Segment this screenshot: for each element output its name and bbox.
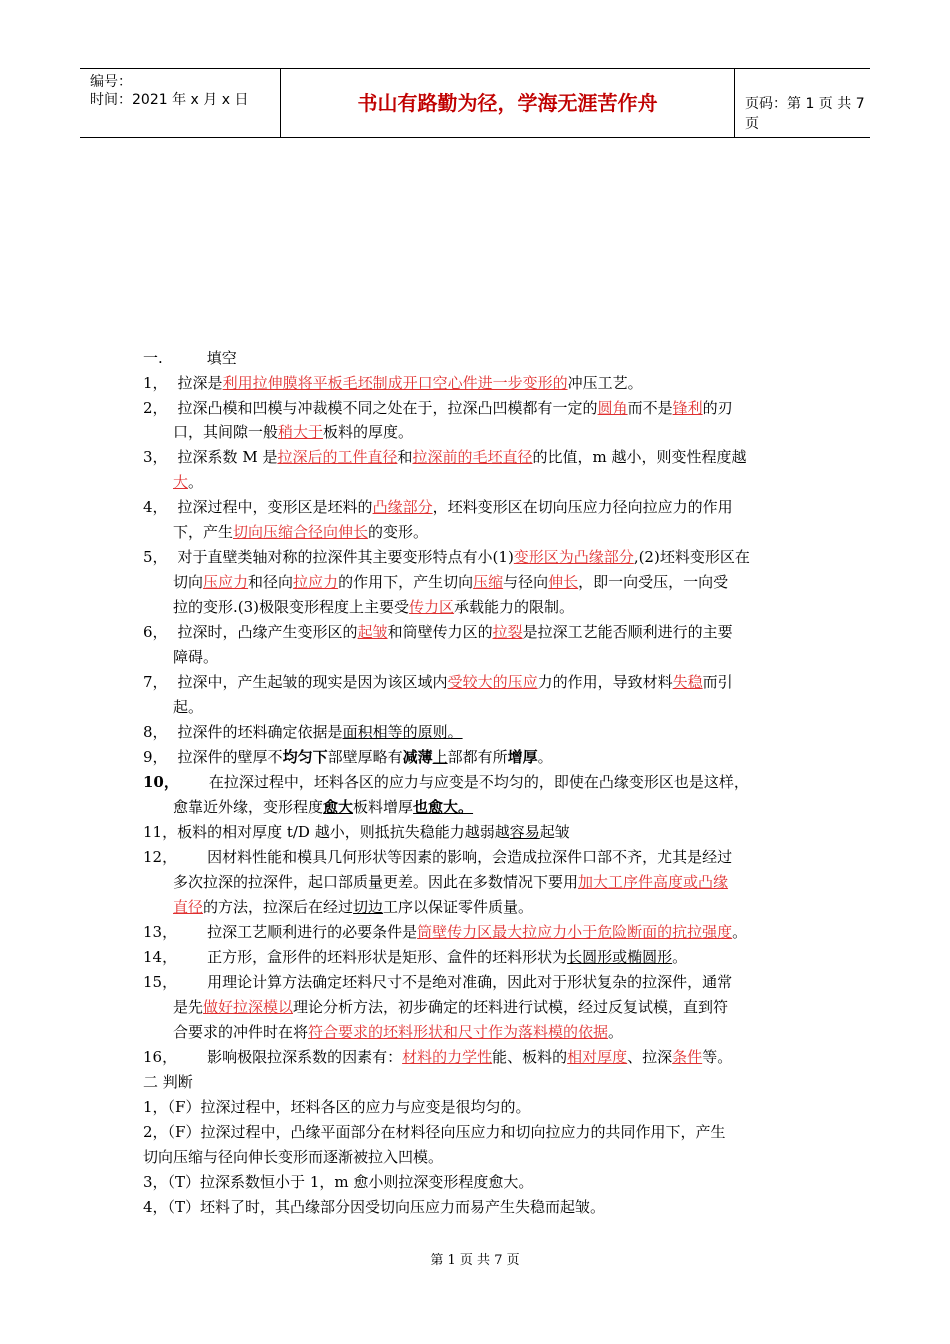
section-title-judge: 二 判断 <box>143 1073 193 1091</box>
page-footer: 第 1 页 共 7 页 <box>430 1253 520 1268</box>
item-9: 9， 拉深件的壁厚不均匀下部壁厚略有减薄上部都有所增厚。 <box>143 748 553 766</box>
item-3-cont: 大。 <box>173 473 204 491</box>
judge-1: 1，（F）拉深过程中，坯料各区的应力与应变是很均匀的。 <box>143 1098 531 1116</box>
item-7-cont: 起。 <box>173 698 204 716</box>
item-2-cont: 口，其间隙一般稍大于板料的厚度。 <box>173 423 414 441</box>
judge-4: 4，（T）坯料了时，其凸缘部分因受切向压应力而易产生失稳而起皱。 <box>143 1198 606 1216</box>
item-10: 10， 在拉深过程中，坯料各区的应力与应变是不均匀的，即使在凸缘变形区也是这样， <box>143 773 749 791</box>
item-3: 3， 拉深系数 M 是拉深后的工件直径和拉深前的毛坯直径的比值，m 越小，则变性程度越 <box>143 448 747 466</box>
item-15-cont2: 合要求的冲件时在将符合要求的坯料形状和尺寸作为落料模的依据。 <box>173 1023 624 1041</box>
item-15-cont1: 是先做好拉深模以理论分析方法，初步确定的坯料进行试模，经过反复试模，直到符 <box>173 998 729 1016</box>
judge-3: 3，（T）拉深系数恒小于 1，m 愈小则拉深变形程度愈大。 <box>143 1173 534 1191</box>
item-10-cont: 愈靠近外缘，变形程度愈大板料增厚也愈大。 <box>173 798 474 816</box>
header-motto-cell <box>281 69 735 137</box>
item-1: 1， 拉深是利用拉伸膜将平板毛坯制成开口空心件进一步变形的冲压工艺。 <box>143 374 643 392</box>
header-left-cell <box>80 69 281 137</box>
header-page-cell <box>735 69 870 137</box>
item-2: 2， 拉深凸模和凹模与冲裁模不同之处在于，拉深凸凹模都有一定的圆角而不是锋利的刃 <box>143 399 733 417</box>
page-header <box>80 68 870 138</box>
item-15: 15， 用理论计算方法确定坯料尺寸不是绝对准确，因此对于形状复杂的拉深件，通常 <box>143 973 733 991</box>
item-12-cont2: 直径的方法，拉深后在经过切边工序以保证零件质量。 <box>173 898 534 916</box>
item-16: 16， 影响极限拉深系数的因素有：材料的力学性能、板料的相对厚度、拉深条件等。 <box>143 1048 733 1066</box>
item-11: 11，板料的相对厚度 t/D 越小，则抵抗失稳能力越弱越容易起皱 <box>143 823 570 841</box>
item-4: 4， 拉深过程中，变形区是坯料的凸缘部分，坯料变形区在切向压应力径向拉应力的作用 <box>143 498 733 516</box>
judge-2: 2，（F）拉深过程中，凸缘平面部分在材料径向压应力和切向拉应力的共同作用下，产生 <box>143 1123 726 1141</box>
judge-2-cont: 切向压缩与径向伸长变形而逐渐被拉入凹模。 <box>143 1148 444 1166</box>
item-4-cont: 下，产生切向压缩合径向伸长的变形。 <box>173 523 429 541</box>
item-12-cont1: 多次拉深的拉深件，起口部质量更差。因此在多数情况下要用加大工序件高度或凸缘 <box>173 873 729 891</box>
item-14: 14， 正方形，盒形件的坯料形状是矩形、盒件的坯料形状为长圆形或椭圆形。 <box>143 948 688 966</box>
item-5-cont1: 切向压应力和径向拉应力的作用下，产生切向压缩与径向伸长，即一向受压，一向受 <box>173 573 729 591</box>
header-page-code: 页码：第 1 页 共 7 页 <box>745 96 865 132</box>
item-6-cont: 障碍。 <box>173 648 219 666</box>
doc-number-label: 编号： <box>90 74 132 90</box>
item-12: 12， 因材料性能和模具几何形状等因素的影响，会造成拉深件口部不齐，尤其是经过 <box>143 848 733 866</box>
section-title-fill: 一. 填空 <box>143 349 237 367</box>
item-8: 8， 拉深件的坯料确定依据是面积相等的原则。 <box>143 723 463 741</box>
item-13: 13， 拉深工艺顺利进行的必要条件是筒壁传力区最大拉应力小于危险断面的抗拉强度。 <box>143 923 748 941</box>
header-motto: 书山有路勤为径，学海无涯苦作舟 <box>357 91 658 115</box>
item-5-cont2: 拉的变形.(3)极限变形程度上主要受传力区承载能力的限制。 <box>173 598 575 616</box>
item-5: 5， 对于直壁类轴对称的拉深件其主要变形特点有小(1)变形区为凸缘部分,(2)坯料变形区在 <box>143 548 750 566</box>
item-7: 7， 拉深中，产生起皱的现实是因为该区域内受较大的压应力的作用，导致材料失稳而引 <box>143 673 733 691</box>
doc-time-label: 时间：2021 年 x 月 x 日 <box>90 92 249 108</box>
item-6: 6， 拉深时，凸缘产生变形区的起皱和筒壁传力区的拉裂是拉深工艺能否顺利进行的主要 <box>143 623 733 641</box>
